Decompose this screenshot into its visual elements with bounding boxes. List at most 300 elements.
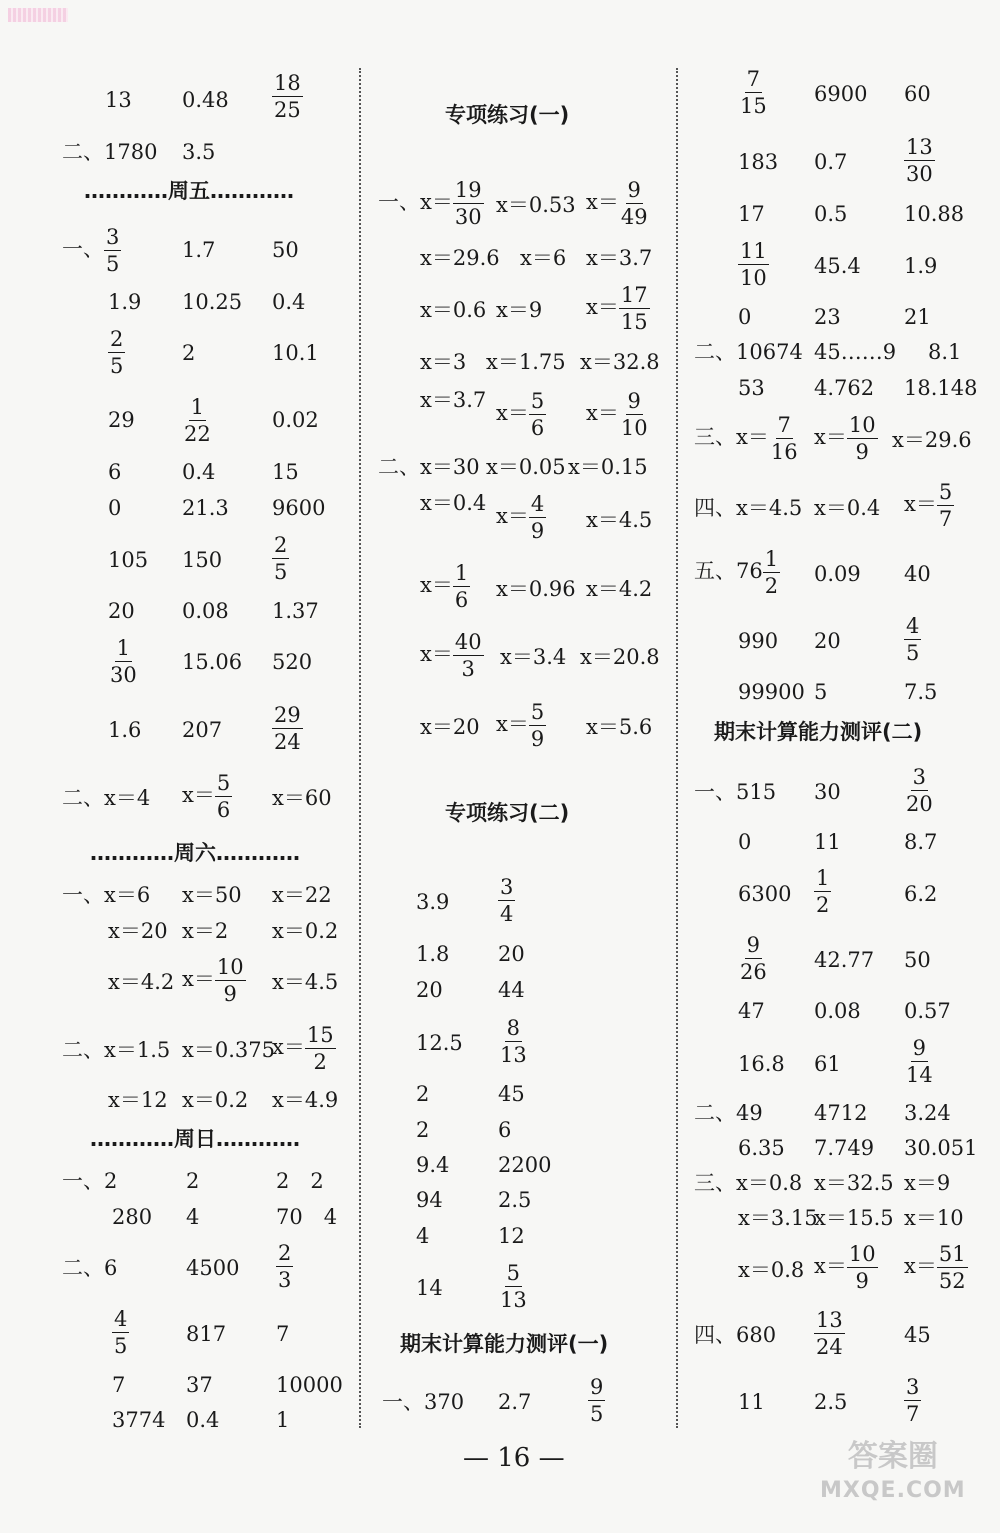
answer-item	[586, 388, 650, 441]
heading-special-practice-2: 专项练习(二)	[445, 801, 570, 825]
answer-item	[108, 290, 141, 314]
answer-item	[586, 177, 650, 230]
answer-text: 20	[498, 942, 525, 966]
answer-item	[186, 1373, 213, 1397]
fraction-numerator: 10	[848, 1242, 876, 1266]
answer-item	[276, 1408, 289, 1432]
fraction-denominator: 5	[106, 252, 120, 276]
answer-text: 一、x＝6	[62, 883, 151, 907]
answer-item	[738, 1258, 804, 1282]
answer-text: x＝3.15	[738, 1206, 818, 1230]
answer-text: 20	[108, 599, 135, 623]
answer-item	[694, 1323, 776, 1347]
answer-item	[182, 883, 242, 907]
answer-item	[738, 1206, 818, 1230]
answer-text: 45	[904, 1323, 931, 1347]
answer-item	[182, 919, 228, 943]
answer-text: x＝0.53	[496, 193, 576, 217]
answer-text: 3.9	[416, 890, 450, 914]
answer-text: 四、x＝4.5	[694, 496, 803, 520]
answer-item	[112, 1373, 125, 1397]
answer-text: 40	[904, 562, 931, 586]
fraction-denominator: 22	[184, 422, 211, 446]
answer-item	[108, 496, 121, 520]
answer-text: x＝	[420, 573, 453, 597]
answer-item	[814, 948, 874, 972]
fraction-denominator: 7	[938, 507, 953, 531]
answer-text: x＝	[182, 967, 215, 991]
answer-text: 10.88	[904, 202, 965, 226]
fraction-denominator: 6	[530, 416, 545, 440]
answer-text: 2	[416, 1082, 430, 1106]
answer-text: x＝	[814, 1254, 847, 1278]
answer-item	[186, 1256, 239, 1280]
answer-item	[378, 177, 484, 230]
answer-text: 6300	[738, 882, 792, 906]
answer-item	[814, 629, 841, 653]
answer-item	[420, 388, 486, 412]
answer-text: 4	[186, 1205, 200, 1229]
answer-text: x＝	[420, 642, 453, 666]
answer-text: 21	[904, 305, 931, 329]
answer-item	[378, 455, 480, 479]
answer-item	[904, 1323, 931, 1347]
answer-item	[738, 376, 765, 400]
fraction	[108, 326, 125, 379]
fraction	[904, 1035, 935, 1088]
fraction	[108, 635, 139, 688]
fraction-denominator: 6	[216, 798, 231, 822]
answer-text: 8.7	[904, 830, 938, 854]
answer-item	[420, 629, 484, 682]
answer-item	[904, 82, 931, 106]
answer-item	[814, 999, 861, 1023]
answer-item	[738, 932, 769, 985]
answer-item	[814, 340, 896, 364]
answer-text: 15.06	[182, 650, 243, 674]
answer-item	[112, 1408, 165, 1432]
answer-text: 0.09	[814, 562, 861, 586]
answer-text: 10000	[276, 1373, 343, 1397]
fraction-numerator: 1	[454, 561, 469, 585]
answer-item	[186, 1322, 226, 1346]
fraction-numerator: 10	[848, 413, 876, 437]
answer-text: x＝2	[182, 919, 229, 943]
answer-item	[62, 140, 157, 164]
answer-text: 18.148	[904, 376, 978, 400]
fraction-numerator: 1	[816, 866, 830, 890]
fraction	[453, 560, 470, 613]
answer-item	[738, 238, 769, 291]
fraction	[619, 282, 650, 335]
answer-text: 1.37	[272, 599, 319, 623]
answer-item	[694, 412, 800, 465]
fraction-numerator: 17	[620, 283, 648, 307]
answer-text: 0.7	[814, 150, 848, 174]
answer-text: x＝3.7	[420, 388, 487, 412]
fraction-denominator: 9	[855, 1269, 869, 1293]
answer-text: x＝3	[420, 350, 467, 374]
answer-text: x＝5.6	[586, 715, 653, 739]
fraction-denominator: 20	[906, 792, 933, 816]
answer-item	[738, 305, 751, 329]
answer-item	[904, 764, 935, 817]
answer-item	[272, 532, 289, 585]
answer-text: 2	[416, 1118, 430, 1142]
fraction	[276, 1240, 293, 1293]
answer-item	[272, 599, 319, 623]
fraction-denominator: 26	[740, 960, 767, 984]
answer-item	[108, 460, 121, 484]
answer-text: x＝60	[272, 786, 332, 810]
answer-text: 3.24	[904, 1101, 951, 1125]
answer-item	[498, 1390, 531, 1414]
fraction-denominator: 30	[110, 663, 137, 687]
answer-item	[108, 919, 168, 943]
answer-item	[586, 246, 652, 270]
fraction-denominator: 10	[740, 266, 767, 290]
column-divider	[676, 68, 678, 1428]
answer-item	[182, 548, 222, 572]
answer-text: 4500	[186, 1256, 240, 1280]
fraction-denominator: 24	[816, 1335, 843, 1359]
answer-item	[186, 1408, 219, 1432]
answer-item	[738, 150, 778, 174]
fraction-numerator: 51	[938, 1242, 966, 1266]
answer-item	[904, 680, 937, 704]
answer-item	[814, 150, 847, 174]
answer-text: 6.2	[904, 882, 938, 906]
fraction-numerator: 18	[274, 71, 301, 95]
answer-item	[904, 134, 935, 187]
fraction-denominator: 9	[530, 519, 545, 543]
answer-item	[62, 1169, 117, 1193]
answer-item	[108, 326, 125, 379]
answer-text: 0.5	[814, 202, 848, 226]
fraction-numerator: 40	[454, 630, 482, 654]
answer-item	[182, 954, 246, 1007]
answer-item	[416, 1276, 443, 1300]
answer-item	[580, 350, 660, 374]
answer-text: 37	[186, 1373, 213, 1397]
answer-text: 二、x＝4	[62, 786, 151, 810]
answer-item	[486, 455, 566, 479]
answer-text: 20	[416, 978, 443, 1002]
page-number: — 16 —	[463, 1443, 565, 1473]
answer-text: x＝	[496, 712, 529, 736]
answer-item	[904, 1374, 921, 1427]
answer-item	[496, 388, 546, 441]
answer-item	[276, 1240, 293, 1293]
heading-saturday: …………周六…………	[90, 841, 300, 865]
fraction	[763, 546, 780, 599]
answer-item	[496, 491, 546, 544]
answer-item	[694, 1101, 763, 1125]
answer-item	[182, 1088, 248, 1112]
fraction	[453, 177, 484, 230]
answer-text: x＝0.4	[420, 491, 487, 515]
answer-item	[904, 1035, 935, 1088]
fraction-denominator: 9	[855, 440, 869, 464]
answer-item	[272, 290, 305, 314]
answer-text: x＝	[586, 190, 619, 214]
answer-item	[272, 650, 312, 674]
heading-friday: …………周五…………	[84, 179, 294, 203]
answer-item	[814, 865, 831, 918]
answer-text: 44	[498, 978, 525, 1002]
answer-text: 94	[416, 1188, 443, 1212]
answer-text: x＝9	[904, 1171, 951, 1195]
answer-item	[904, 1171, 950, 1195]
answer-item	[814, 82, 867, 106]
answer-text: x＝20	[108, 919, 168, 943]
fraction	[182, 394, 213, 447]
fraction-numerator: 1	[190, 395, 205, 419]
answer-item	[694, 546, 780, 599]
fraction-numerator: 8	[506, 1016, 521, 1040]
answer-text: x＝	[904, 1254, 937, 1278]
heading-final-test-2: 期末计算能力测评(二)	[714, 720, 923, 744]
fraction-numerator: 2	[110, 327, 124, 351]
fraction	[904, 613, 921, 666]
fraction-denominator: 13	[500, 1043, 527, 1067]
answer-text: x＝0.375	[182, 1038, 275, 1062]
answer-item	[904, 479, 954, 532]
fraction	[738, 932, 769, 985]
heading-final-test-1: 期末计算能力测评(一)	[400, 1332, 609, 1356]
answer-item	[738, 830, 751, 854]
answer-text: x＝6	[520, 246, 567, 270]
fraction	[588, 1374, 605, 1427]
answer-item	[186, 1169, 199, 1193]
fraction-numerator: 10	[216, 955, 244, 979]
fraction-numerator: 4	[906, 614, 920, 638]
fraction	[272, 70, 303, 123]
answer-text: 二、x＝30	[378, 455, 480, 479]
answer-text: 99900	[738, 680, 805, 704]
answer-text: 2	[186, 1169, 200, 1193]
answer-text: 16.8	[738, 1052, 785, 1076]
fraction-numerator: 4	[530, 492, 545, 516]
fraction-numerator: 5	[530, 700, 545, 724]
answer-item	[498, 1118, 511, 1142]
answer-text: 1.7	[182, 238, 216, 262]
answer-item	[738, 999, 765, 1023]
answer-item	[498, 874, 515, 927]
answer-item	[694, 1171, 802, 1195]
answer-item	[904, 254, 937, 278]
fraction-numerator: 9	[627, 389, 641, 413]
answer-item	[420, 491, 486, 515]
answer-text: x＝0.96	[496, 577, 576, 601]
fraction-numerator: 1	[764, 547, 779, 571]
answer-item	[586, 508, 652, 532]
answer-text: x＝4.9	[272, 1088, 339, 1112]
answer-text: 105	[108, 548, 149, 572]
fraction	[529, 388, 546, 441]
answer-item	[498, 1015, 529, 1068]
fraction-numerator: 19	[454, 178, 482, 202]
answer-text: x＝9	[496, 298, 543, 322]
fraction-numerator: 3	[906, 1375, 920, 1399]
answer-text: 0.48	[182, 88, 229, 112]
fraction	[529, 491, 546, 544]
fraction-denominator: 9	[223, 982, 237, 1006]
answer-text: x＝29.6	[892, 428, 972, 452]
answer-text: 0	[108, 496, 122, 520]
answer-text: 二、6	[62, 1256, 118, 1280]
answer-item	[498, 978, 525, 1002]
fraction	[619, 177, 650, 230]
answer-item	[182, 238, 215, 262]
fraction	[619, 388, 650, 441]
fraction	[272, 702, 303, 755]
answer-item	[814, 496, 880, 520]
answer-item	[416, 1224, 429, 1248]
fraction-numerator: 15	[306, 1023, 334, 1047]
answer-text: 1.8	[416, 942, 450, 966]
answer-text: 二、x＝1.5	[62, 1038, 171, 1062]
answer-text: 四、680	[694, 1323, 777, 1347]
answer-text: 2	[182, 341, 196, 365]
answer-text: 10.1	[272, 341, 319, 365]
answer-item	[580, 645, 660, 669]
answer-item	[416, 1188, 443, 1212]
answer-text: x＝20	[420, 715, 480, 739]
answer-text: x＝4.2	[108, 970, 175, 994]
fraction-numerator: 13	[906, 135, 933, 159]
answer-text: 3.5	[182, 140, 216, 164]
fraction-denominator: 30	[454, 205, 482, 229]
answer-text: 29	[108, 408, 135, 432]
answer-text: x＝0.6	[420, 298, 487, 322]
answer-text: 45……9	[814, 340, 897, 364]
answer-text: x＝0.2	[182, 1088, 249, 1112]
fraction-denominator: 4	[500, 902, 514, 926]
answer-item	[694, 496, 802, 520]
answer-text: 一、	[62, 237, 104, 261]
answer-item	[498, 1082, 525, 1106]
answer-item	[738, 629, 778, 653]
answer-text: 2 2	[276, 1169, 324, 1193]
answer-text: 11	[738, 1390, 765, 1414]
fraction-denominator: 3	[461, 657, 475, 681]
answer-item	[568, 455, 648, 479]
fraction	[272, 532, 289, 585]
watermark-logo	[820, 1440, 966, 1508]
answer-item	[272, 970, 338, 994]
answer-item	[738, 66, 769, 119]
answer-item	[904, 1101, 951, 1125]
answer-item	[814, 202, 847, 226]
answer-text: x＝	[586, 295, 619, 319]
fraction-numerator: 2	[274, 533, 288, 557]
answer-item	[108, 635, 139, 688]
fraction-denominator: 30	[906, 162, 933, 186]
answer-text: x＝	[586, 401, 619, 425]
answer-text: 11	[814, 830, 841, 854]
answer-item	[182, 88, 229, 112]
fraction	[104, 224, 121, 277]
answer-text: 二、10674	[694, 340, 803, 364]
fraction-denominator: 24	[274, 730, 301, 754]
answer-text: x＝	[272, 1035, 305, 1059]
fraction	[937, 1241, 968, 1294]
answer-text: 990	[738, 629, 779, 653]
answer-text: 520	[272, 650, 313, 674]
answer-item	[276, 1373, 343, 1397]
answer-item	[276, 1169, 324, 1193]
answer-item	[904, 1206, 964, 1230]
fraction	[904, 764, 935, 817]
answer-text: 2200	[498, 1153, 552, 1177]
answer-text: 53	[738, 376, 765, 400]
answer-item	[182, 599, 229, 623]
answer-text: 0.4	[186, 1408, 220, 1432]
answer-item	[420, 560, 470, 613]
fraction-numerator: 11	[740, 239, 767, 263]
fraction-denominator: 7	[906, 1402, 920, 1426]
answer-item	[416, 942, 449, 966]
answer-text: 二、1780	[62, 140, 158, 164]
answer-text: 70 4	[276, 1205, 338, 1229]
fraction-numerator: 9	[590, 1375, 604, 1399]
fraction	[769, 412, 800, 465]
answer-item	[738, 202, 765, 226]
answer-item	[62, 1256, 117, 1280]
answer-item	[182, 718, 222, 742]
answer-item	[272, 786, 332, 810]
fraction-denominator: 5	[114, 1334, 128, 1358]
answer-text: x＝0.15	[568, 455, 648, 479]
answer-item	[498, 942, 525, 966]
answer-item	[814, 680, 827, 704]
fraction-numerator: 9	[746, 933, 761, 957]
answer-item	[694, 340, 803, 364]
answer-text: 4712	[814, 1101, 868, 1125]
answer-text: 0.4	[272, 290, 306, 314]
answer-item	[904, 613, 921, 666]
fraction	[814, 1307, 845, 1360]
answer-text: x＝0.05	[486, 455, 566, 479]
answer-text: 0.08	[182, 599, 229, 623]
fraction-denominator: 16	[770, 440, 798, 464]
answer-item	[272, 702, 303, 755]
answer-text: 4.762	[814, 376, 875, 400]
answer-item	[108, 599, 135, 623]
answer-item	[904, 882, 937, 906]
answer-item	[814, 1136, 874, 1160]
answer-item	[416, 1153, 449, 1177]
answer-item	[904, 305, 931, 329]
fraction-numerator: 9	[627, 178, 641, 202]
answer-item	[420, 350, 466, 374]
fraction	[529, 699, 546, 752]
answer-text: x＝4.5	[272, 970, 339, 994]
answer-item	[496, 193, 576, 217]
answer-item	[62, 883, 150, 907]
answer-text: x＝1.75	[486, 350, 566, 374]
answer-text: 45	[498, 1082, 525, 1106]
answer-text: 三、x＝0.8	[694, 1171, 803, 1195]
answer-item	[420, 246, 500, 270]
answer-item	[416, 1082, 429, 1106]
fraction-numerator: 29	[274, 703, 301, 727]
fraction-denominator: 6	[454, 588, 469, 612]
answer-item	[738, 680, 805, 704]
fraction	[814, 865, 831, 918]
fraction	[498, 1260, 529, 1313]
